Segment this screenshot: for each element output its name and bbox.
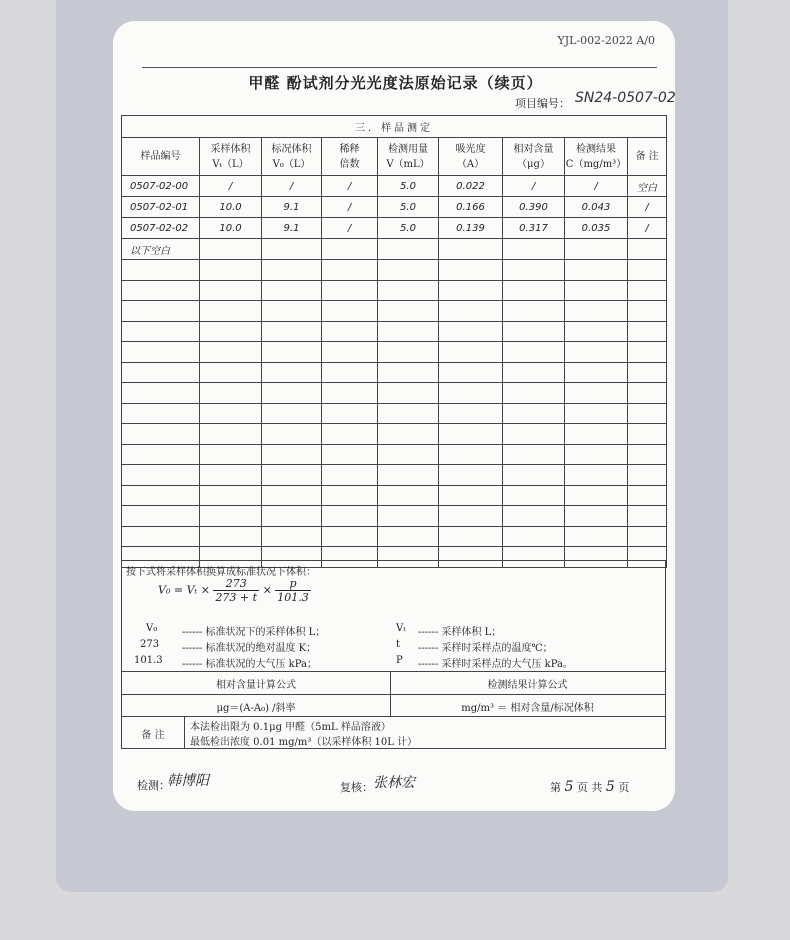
empty-cell <box>439 485 503 506</box>
table-cell: / <box>200 176 262 197</box>
relative-formula: μg＝(A-A₀) /斜率 <box>216 703 296 714</box>
def-273-desc: ------ 标准状况的绝对温度 K； <box>182 643 317 654</box>
page-title: 甲醛 酚试剂分光光度法原始记录（续页） <box>248 74 543 92</box>
empty-table-row <box>122 485 667 506</box>
empty-table-row <box>122 280 667 301</box>
page-indicator <box>550 779 629 795</box>
column-header <box>565 138 628 176</box>
empty-cell <box>503 342 565 363</box>
empty-table-row <box>122 526 667 547</box>
page-number: 5 <box>564 779 574 795</box>
table-cell <box>565 239 628 260</box>
empty-table-row <box>122 362 667 383</box>
formula-v0: V₀ = Vₜ × <box>158 583 210 597</box>
table-header-row <box>122 138 667 176</box>
def-v0-sym: V₀ <box>146 623 158 634</box>
empty-cell <box>122 465 200 486</box>
empty-cell <box>628 506 667 527</box>
empty-cell <box>122 362 200 383</box>
empty-cell <box>565 362 628 383</box>
divider <box>122 671 665 672</box>
column-header-line: V（mL） <box>386 158 430 170</box>
project-number-value: SN24-0507-02 <box>575 90 676 106</box>
empty-cell <box>262 321 322 342</box>
empty-cell <box>322 526 378 547</box>
empty-cell <box>628 260 667 281</box>
tester-signature: 韩博阳 <box>167 773 209 789</box>
empty-cell <box>322 506 378 527</box>
calculation-section <box>121 560 666 749</box>
empty-cell <box>503 424 565 445</box>
empty-cell <box>628 465 667 486</box>
empty-cell <box>628 383 667 404</box>
page-prefix: 第 <box>550 781 561 794</box>
empty-cell <box>565 280 628 301</box>
empty-cell <box>439 526 503 547</box>
empty-cell <box>122 424 200 445</box>
empty-table-row <box>122 342 667 363</box>
empty-cell <box>322 465 378 486</box>
empty-cell <box>503 403 565 424</box>
column-header-line: 倍数 <box>339 158 360 170</box>
empty-cell <box>378 342 439 363</box>
empty-cell <box>122 444 200 465</box>
empty-cell <box>628 280 667 301</box>
empty-cell <box>200 424 262 445</box>
column-header-line: 标况体积 <box>271 143 312 155</box>
empty-cell <box>322 321 378 342</box>
empty-table-row <box>122 260 667 281</box>
empty-cell <box>378 260 439 281</box>
empty-cell <box>200 526 262 547</box>
empty-table-row <box>122 424 667 445</box>
empty-cell <box>565 506 628 527</box>
empty-cell <box>262 383 322 404</box>
empty-cell <box>565 485 628 506</box>
result-formula: mg/m³ ＝ 相对含量/标况体积 <box>461 703 594 714</box>
empty-cell <box>200 465 262 486</box>
sample-measurement-table <box>121 115 667 568</box>
page-mid: 页 共 <box>576 781 603 794</box>
column-header <box>503 138 565 176</box>
empty-cell <box>122 301 200 322</box>
empty-cell <box>262 260 322 281</box>
table-cell: 0.390 <box>503 197 565 218</box>
table-cell <box>503 239 565 260</box>
empty-cell <box>503 465 565 486</box>
empty-cell <box>262 526 322 547</box>
table-row <box>122 176 667 197</box>
empty-cell <box>628 301 667 322</box>
tester-label: 检测： <box>137 779 170 792</box>
table-cell: 0.043 <box>565 197 628 218</box>
def-t-desc: ------ 采样时采样点的温度℃； <box>418 643 553 654</box>
def-1013-desc: ------ 标准状况的大气压 kPa； <box>182 659 317 670</box>
empty-cell <box>200 362 262 383</box>
table-cell: 0507-02-02 <box>122 218 200 239</box>
empty-cell <box>439 444 503 465</box>
empty-cell <box>503 362 565 383</box>
column-header-line: 检测用量 <box>388 143 428 155</box>
def-p-sym: P <box>396 655 403 666</box>
def-t-sym: t <box>396 639 401 650</box>
empty-cell <box>378 403 439 424</box>
column-header <box>322 138 378 176</box>
conversion-intro: 按下式将采样体积换算成标准状况下体积： <box>126 567 316 578</box>
empty-cell <box>122 260 200 281</box>
def-1013-sym: 101.3 <box>134 655 163 666</box>
empty-table-row <box>122 321 667 342</box>
table-cell: 0.166 <box>439 197 503 218</box>
column-header <box>200 138 262 176</box>
empty-cell <box>439 260 503 281</box>
empty-cell <box>122 280 200 301</box>
header-rule <box>142 67 657 68</box>
empty-cell <box>628 342 667 363</box>
empty-cell <box>565 342 628 363</box>
empty-cell <box>122 485 200 506</box>
divider <box>122 694 665 695</box>
empty-cell <box>439 280 503 301</box>
column-header-line: 备 注 <box>635 151 659 162</box>
empty-cell <box>565 301 628 322</box>
table-cell <box>200 239 262 260</box>
empty-cell <box>322 342 378 363</box>
empty-cell <box>565 424 628 445</box>
empty-cell <box>322 301 378 322</box>
remarks-label: 备 注 <box>141 730 165 741</box>
divider <box>184 716 185 748</box>
empty-cell <box>439 403 503 424</box>
empty-cell <box>200 383 262 404</box>
table-cell: / <box>322 218 378 239</box>
def-v0-desc: ------ 标准状况下的采样体积 L； <box>182 627 326 638</box>
column-header <box>378 138 439 176</box>
table-cell: / <box>628 197 667 218</box>
table-cell <box>439 239 503 260</box>
empty-cell <box>503 260 565 281</box>
empty-cell <box>200 301 262 322</box>
column-header <box>628 138 667 176</box>
table-cell: / <box>262 176 322 197</box>
column-header <box>439 138 503 176</box>
empty-cell <box>200 260 262 281</box>
section-title: 三．样品测定 <box>122 116 667 138</box>
column-header-line: （A） <box>456 158 485 170</box>
empty-cell <box>439 383 503 404</box>
table-cell: 9.1 <box>262 197 322 218</box>
empty-cell <box>565 260 628 281</box>
column-header-line: 相对含量 <box>513 143 554 155</box>
empty-cell <box>565 383 628 404</box>
table-cell: / <box>322 197 378 218</box>
empty-cell <box>122 506 200 527</box>
empty-table-row <box>122 403 667 424</box>
empty-table-row <box>122 301 667 322</box>
table-cell: 9.1 <box>262 218 322 239</box>
table-cell: / <box>322 176 378 197</box>
empty-cell <box>503 444 565 465</box>
empty-cell <box>262 444 322 465</box>
table-cell: 0.035 <box>565 218 628 239</box>
empty-cell <box>378 321 439 342</box>
empty-cell <box>628 321 667 342</box>
table-cell: 0.317 <box>503 218 565 239</box>
table-cell: / <box>565 176 628 197</box>
empty-cell <box>439 301 503 322</box>
empty-cell <box>565 403 628 424</box>
page-suffix: 页 <box>618 781 630 794</box>
empty-cell <box>439 424 503 445</box>
empty-cell <box>565 321 628 342</box>
table-row <box>122 197 667 218</box>
empty-cell <box>262 424 322 445</box>
table-cell: 5.0 <box>378 197 439 218</box>
column-header-line: Vₜ（L） <box>212 158 249 170</box>
empty-cell <box>439 506 503 527</box>
def-vt-sym: Vₜ <box>396 623 406 634</box>
column-header <box>262 138 322 176</box>
empty-cell <box>200 444 262 465</box>
table-cell <box>378 239 439 260</box>
empty-cell <box>439 321 503 342</box>
empty-cell <box>200 485 262 506</box>
empty-cell <box>122 321 200 342</box>
empty-cell <box>322 383 378 404</box>
column-header <box>122 138 200 176</box>
empty-cell <box>628 403 667 424</box>
empty-cell <box>122 342 200 363</box>
column-header-line: C（mg/m³） <box>565 158 627 170</box>
empty-cell <box>378 383 439 404</box>
empty-cell <box>378 506 439 527</box>
column-header-line: （μg） <box>517 158 550 170</box>
column-header-line: 稀释 <box>339 143 360 155</box>
divider <box>122 716 665 717</box>
formula-fraction-temp: $\frac{273}{273 + t}$ <box>215 577 258 604</box>
empty-cell <box>628 424 667 445</box>
table-cell: / <box>628 218 667 239</box>
empty-cell <box>503 321 565 342</box>
empty-cell <box>565 444 628 465</box>
def-vt-desc: ------ 采样体积 L； <box>418 627 502 638</box>
empty-table-row <box>122 465 667 486</box>
empty-cell <box>322 403 378 424</box>
column-header-line: 吸光度 <box>455 143 486 155</box>
empty-cell <box>503 280 565 301</box>
table-cell: 10.0 <box>200 197 262 218</box>
empty-cell <box>503 301 565 322</box>
empty-cell <box>378 280 439 301</box>
remarks-line-2: 最低检出浓度 0.01 mg/m³（以采样体积 10L 计） <box>190 737 418 748</box>
table-cell: 0.139 <box>439 218 503 239</box>
formula-times: × <box>262 583 272 597</box>
empty-cell <box>262 280 322 301</box>
empty-cell <box>378 485 439 506</box>
table-cell <box>262 239 322 260</box>
empty-cell <box>378 444 439 465</box>
empty-cell <box>322 260 378 281</box>
empty-cell <box>503 506 565 527</box>
empty-cell <box>122 403 200 424</box>
empty-cell <box>322 444 378 465</box>
empty-table-row <box>122 506 667 527</box>
empty-cell <box>200 321 262 342</box>
empty-cell <box>262 403 322 424</box>
column-header-line: 样品编号 <box>140 151 181 162</box>
empty-cell <box>122 526 200 547</box>
empty-cell <box>200 280 262 301</box>
empty-cell <box>378 362 439 383</box>
empty-cell <box>262 362 322 383</box>
empty-cell <box>628 485 667 506</box>
page-total: 5 <box>605 779 615 795</box>
empty-table-row <box>122 444 667 465</box>
column-header-line: V₀（L） <box>272 158 311 170</box>
table-cell: 0507-02-01 <box>122 197 200 218</box>
empty-cell <box>262 485 322 506</box>
empty-cell <box>378 301 439 322</box>
column-header-line: 采样体积 <box>210 143 251 155</box>
formula-fraction-pressure: $\frac{p}{101.3}$ <box>277 577 309 604</box>
remarks-line-1: 本法检出限为 0.1μg 甲醛（5mL 样品溶液） <box>190 722 391 733</box>
conversion-formula <box>158 577 311 604</box>
table-cell: / <box>503 176 565 197</box>
empty-cell <box>439 342 503 363</box>
table-row <box>122 239 667 260</box>
column-header-line: 检测结果 <box>576 143 616 155</box>
def-273-sym: 273 <box>140 639 160 650</box>
empty-cell <box>628 362 667 383</box>
empty-table-row <box>122 383 667 404</box>
empty-cell <box>322 280 378 301</box>
table-cell: 5.0 <box>378 176 439 197</box>
empty-cell <box>262 342 322 363</box>
empty-cell <box>262 301 322 322</box>
reviewer-signature: 张林宏 <box>373 775 415 791</box>
table-cell: 0.022 <box>439 176 503 197</box>
empty-cell <box>200 403 262 424</box>
empty-cell <box>503 526 565 547</box>
empty-cell <box>628 444 667 465</box>
empty-cell <box>503 383 565 404</box>
empty-cell <box>565 526 628 547</box>
empty-cell <box>439 362 503 383</box>
result-formula-header: 检测结果计算公式 <box>487 680 568 691</box>
empty-cell <box>200 506 262 527</box>
empty-cell <box>262 506 322 527</box>
table-cell <box>322 239 378 260</box>
empty-cell <box>439 465 503 486</box>
reviewer-label: 复核： <box>340 781 373 794</box>
relative-formula-header: 相对含量计算公式 <box>216 680 296 691</box>
project-number-label: 项目编号： <box>515 97 570 110</box>
table-row <box>122 218 667 239</box>
table-cell: 0507-02-00 <box>122 176 200 197</box>
empty-cell <box>378 424 439 445</box>
def-p-desc: ------ 采样时采样点的大气压 kPa。 <box>418 659 573 670</box>
table-cell: 5.0 <box>378 218 439 239</box>
table-cell: 以下空白 <box>122 239 200 260</box>
document-code: YJL-002-2022 A/0 <box>557 34 655 47</box>
table-cell: 10.0 <box>200 218 262 239</box>
empty-cell <box>200 342 262 363</box>
table-cell <box>628 239 667 260</box>
empty-cell <box>322 362 378 383</box>
empty-cell <box>322 485 378 506</box>
table-cell: 空白 <box>628 176 667 197</box>
empty-cell <box>565 465 628 486</box>
empty-cell <box>503 485 565 506</box>
empty-cell <box>378 526 439 547</box>
empty-cell <box>628 526 667 547</box>
empty-cell <box>262 465 322 486</box>
empty-cell <box>122 383 200 404</box>
empty-cell <box>322 424 378 445</box>
empty-cell <box>378 465 439 486</box>
